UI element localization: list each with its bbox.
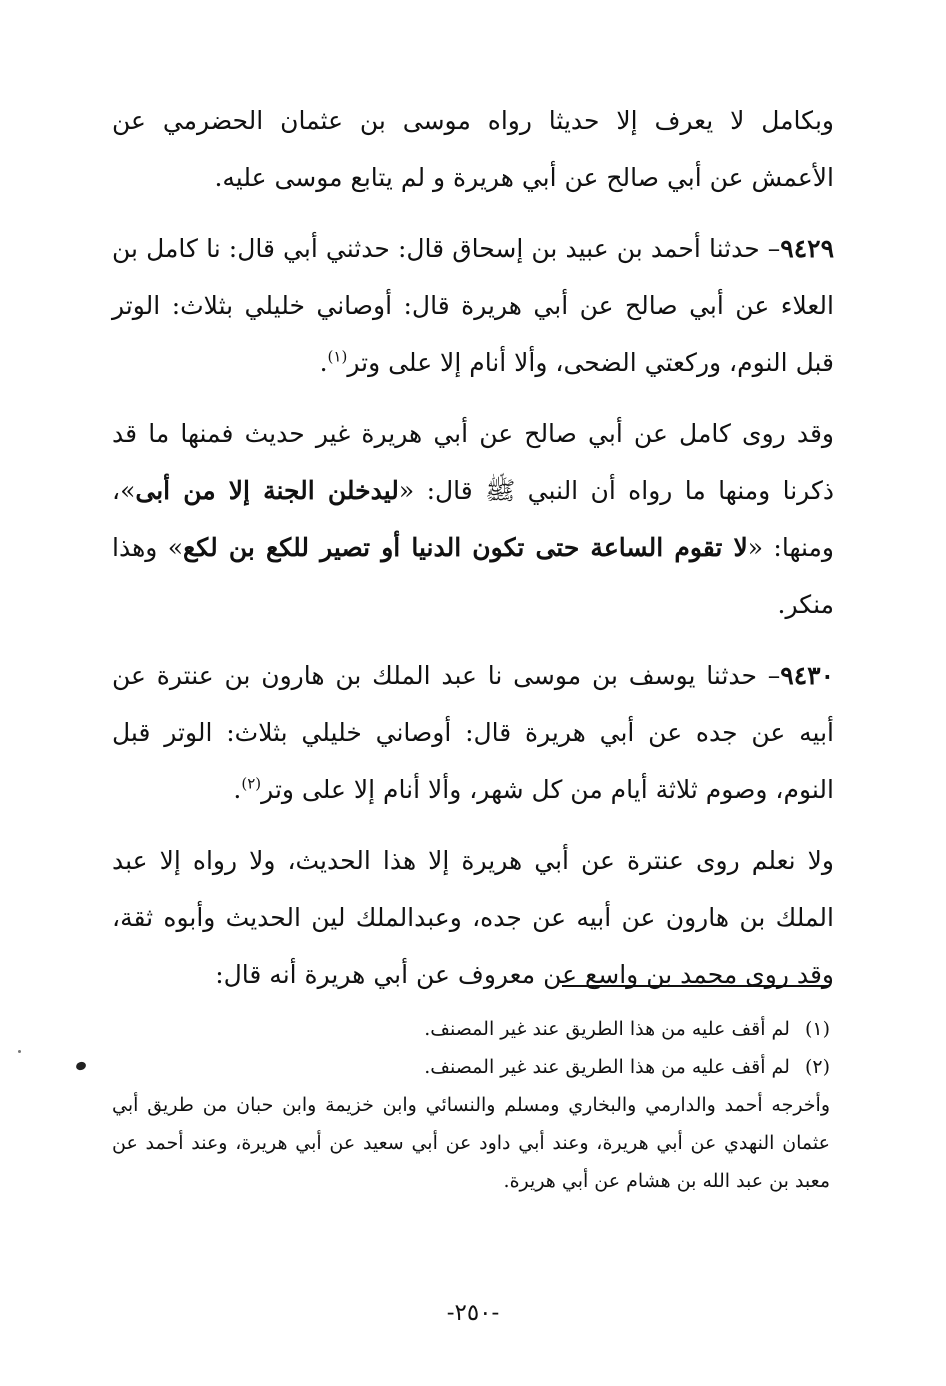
paragraph-narrations-text-3: » وهذا منكر.	[112, 533, 834, 619]
footnote-2-continuation: وأخرجه أحمد والدارمي والبخاري ومسلم والنسائي وابن خزيمة وابن حبان من طريق أبي عثمان النهدي عن أبي هريرة، وعند أبي داود عن أبي سعيد عن أبي هريرة، وعند أحمد عن معبد بن عبد الله بن هشام عن أبي هريرة.	[112, 1094, 830, 1192]
page-number: -٢٥٠-	[446, 1300, 500, 1326]
footnote-text: لم أقف عليه من هذا الطريق عند غير المصنف.	[424, 1018, 790, 1040]
paragraph-commentary	[112, 832, 834, 1003]
footnote-marker: (١)	[804, 1018, 830, 1040]
footnote-1	[112, 1010, 830, 1048]
paragraph-narrations-text-2: »، ومنها: «	[112, 476, 834, 562]
hadith-text: – حدثنا أحمد بن عبيد بن إسحاق قال: حدثني أبي قال: نا كامل بن العلاء عن أبي صالح عن أبي هريرة قال: أوصاني خليلي بثلاث: الوتر قبل النوم، وركعتي الضحى، وألا أنام إلا على وتر	[112, 234, 834, 377]
hadith-number: ٩٤٣٠	[780, 661, 834, 690]
hadith-9429	[112, 220, 834, 391]
quoted-hadith-2: لا تقوم الساعة حتى تكون الدنيا أو تصير للكع بن لكع	[183, 533, 748, 562]
hadith-number: ٩٤٢٩	[780, 234, 834, 263]
footnotes	[112, 1010, 830, 1200]
footnote-divider	[562, 985, 828, 987]
footnote-ref[interactable]: (١)	[327, 347, 348, 366]
hadith-end: .	[319, 348, 328, 377]
main-text	[112, 92, 834, 1003]
paragraph-narrations	[112, 405, 834, 633]
ink-dot	[18, 1050, 21, 1053]
ink-blot	[75, 1061, 87, 1072]
paragraph-intro	[112, 92, 834, 206]
paragraph-narrations-text-1: وقد روى كامل عن أبي صالح عن أبي هريرة غير حديث فمنها ما قد ذكرنا ومنها ما رواه أن النبي ﷺ قال: «	[112, 419, 834, 505]
paragraph-intro-text: وبكامل لا يعرف إلا حديثا رواه موسى بن عثمان الحضرمي عن الأعمش عن أبي صالح عن أبي هريرة و لم يتابع موسى عليه.	[112, 106, 834, 192]
quoted-hadith-1: ليدخلن الجنة إلا من أبى	[135, 476, 399, 505]
footnote-marker: (٢)	[804, 1056, 830, 1078]
footnote-ref[interactable]: (٢)	[241, 774, 262, 793]
hadith-end: .	[233, 775, 242, 804]
footnote-text: لم أقف عليه من هذا الطريق عند غير المصنف.	[424, 1056, 790, 1078]
paragraph-commentary-text: ولا نعلم روى عنترة عن أبي هريرة إلا هذا الحديث، ولا رواه إلا عبد الملك بن هارون عن أبيه عن جده، وعبدالملك لين الحديث وأبوه ثقة، وقد روى محمد بن واسع عن معروف عن أبي هريرة أنه قال:	[112, 846, 834, 989]
footnote-2	[112, 1048, 830, 1086]
hadith-text: – حدثنا يوسف بن موسى نا عبد الملك بن هارون بن عنترة عن أبيه عن جده عن أبي هريرة قال: أوصاني خليلي بثلاث: الوتر قبل النوم، وصوم ثلاثة أيام من كل شهر، وألا أنام إلا على وتر	[112, 661, 834, 804]
hadith-9430	[112, 647, 834, 818]
